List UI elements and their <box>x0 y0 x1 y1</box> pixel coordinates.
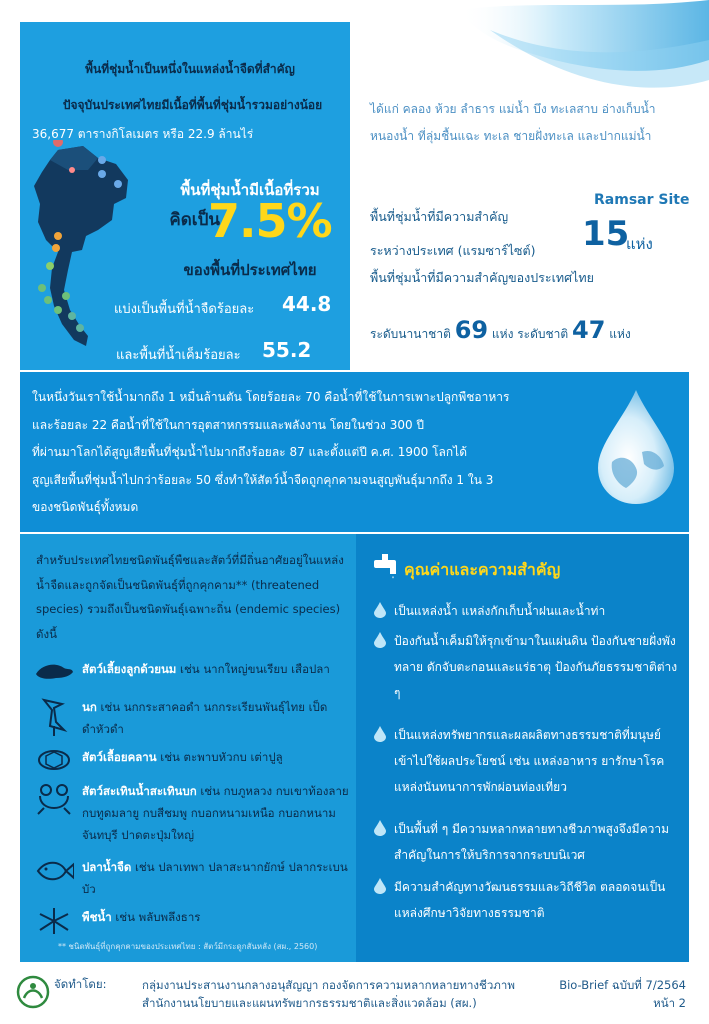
water-drop-icon <box>374 820 386 836</box>
species-category: สัตว์เลี้ยงลูกด้วยนม <box>82 662 177 676</box>
fish-icon <box>34 856 74 886</box>
org-line: กลุ่มงานประสานงานกลางอนุสัญญา กองจัดการความหลากหลายทางชีวภาพ <box>142 978 515 992</box>
water-drop-icon <box>374 726 386 742</box>
wetland-subheading: ปัจจุบันประเทศไทยมีเนื้อที่พื้นที่ชุ่มน้ำรวมอย่างน้อย <box>62 98 323 112</box>
total-line3: ของพื้นที่ประเทศไทย <box>183 261 317 279</box>
water-drop-icon <box>374 602 386 618</box>
water-splash-icon <box>380 0 709 100</box>
value-point <box>374 874 674 928</box>
value-point-text: เป็นพื้นที่ ๆ มีความหลากหลายทางชีวภาพสูงจึงมีความสำคัญในการให้บริการจากระบบนิเวศ <box>394 822 669 862</box>
value-point <box>374 598 674 628</box>
flower-icon <box>34 906 74 936</box>
species-intro: สำหรับประเทศไทยชนิดพันธุ์พืชและสัตว์ที่มีถิ่นอาศัยอยู่ในแหล่งน้ำจืดและถูกจัดเป็นชนิดพันธุ์ที่ถูกคุกคาม** (threatened species) รวมถึงเป็นชนิดพันธุ์เฉพาะถิ่น (endemic species) ดังนี้ <box>36 553 344 641</box>
water-use-line: ในหนึ่งวันเราใช้น้ำมากถึง 1 หมื่นล้านตัน โดยร้อยละ 70 คือน้ำที่ใช้ในการเพาะปลูกพืชอาหาร <box>32 390 510 404</box>
national-label: พื้นที่ชุ่มน้ำที่มีความสำคัญของประเทศไทย <box>370 270 594 285</box>
wetland-heading: พื้นที่ชุ่มน้ำเป็นหนึ่งในแหล่งน้ำจืดที่สำคัญ <box>85 62 295 76</box>
national-counts <box>370 316 631 344</box>
international-count: 69 <box>454 316 489 344</box>
saltwater-label: และพื้นที่น้ำเค็มร้อยละ <box>116 348 241 363</box>
footer-org <box>142 976 515 1012</box>
value-title: คุณค่าและความสำคัญ <box>404 560 561 579</box>
species-category: สัตว์สะเทินน้ำสะเทินบก <box>82 784 197 798</box>
species-examples: เช่น ตะพาบหัวกบ เต่าปูลู <box>156 750 283 764</box>
faucet-icon <box>372 552 404 582</box>
value-point <box>374 816 674 870</box>
turtle-icon <box>34 746 74 772</box>
value-point-text: เป็นแหล่งน้ำ แหล่งกักเก็บน้ำฝนและน้ำท่า <box>394 604 606 618</box>
species-item <box>20 658 350 684</box>
value-point <box>374 628 678 708</box>
species-category: นก <box>82 700 97 714</box>
national-prefix: ระดับนานาชาติ <box>370 327 451 341</box>
footer-brief <box>546 976 686 1012</box>
thailand-map-icon <box>28 140 148 360</box>
species-category: พืชน้ำ <box>82 910 112 924</box>
species-item <box>20 696 350 742</box>
value-point-text: ป้องกันน้ำเค็มมิให้รุกเข้ามาในแผ่นดิน ป้องกันชายฝั่งพังทลาย ดักจับตะกอนและแร่ธาตุ ป้องกันภัยธรรมชาติต่าง ๆ <box>394 634 678 700</box>
water-drop-icon <box>374 632 386 648</box>
species-category: ปลาน้ำจืด <box>82 860 132 874</box>
brief-issue: Bio-Brief ฉบับที่ 7/2564 <box>559 978 686 992</box>
species-examples: เช่น นากใหญ่ขนเรียบ เสือปลา <box>176 662 330 676</box>
total-prefix: คิดเป็น <box>169 210 220 230</box>
water-use-line: สูญเสียพื้นที่ชุ่มน้ำไปกว่าร้อยละ 50 ซึ่งทำให้สัตว์น้ำจืดถูกคุกคามจนสูญพันธุ์มากถึง 1 ใน 3 <box>32 472 494 487</box>
frog-icon <box>34 780 74 820</box>
wetland-area: 36,677 ตารางกิโลเมตร หรือ 22.9 ล้านไร่ <box>32 127 254 141</box>
water-use-line: และร้อยละ 22 คือน้ำที่ใช้ในการอุตสาหกรรมและพลังงาน โดยในช่วง 300 ปี <box>32 417 425 432</box>
species-examples: เช่น ปลาเทพา ปลาสะนากยักษ์ ปลากระเบนบัว <box>82 860 348 896</box>
value-point-text: มีความสำคัญทางวัฒนธรรมและวิถีชีวิต ตลอดจนเป็นแหล่งศึกษาวิจัยทางธรรมชาติ <box>394 880 666 920</box>
prepared-by-label: จัดทำโดย: <box>54 977 107 991</box>
species-footnote: ** ชนิดพันธุ์ที่ถูกคุกคามของประเทศไทย : สัตว์มีกระดูกสันหลัง (สผ., 2560) <box>58 942 318 951</box>
national-count: 47 <box>572 316 606 344</box>
org-line: สำนักงานนโยบายและแผนทรัพยากรธรรมชาติและสิ่งแวดล้อม (สผ.) <box>142 996 477 1010</box>
ramsar-label-line2: ระหว่างประเทศ (แรมซาร์ไซต์) <box>370 243 536 258</box>
national-suffix: แห่ง <box>609 327 631 341</box>
heron-icon <box>34 696 74 736</box>
ramsar-count: 15 <box>582 214 630 254</box>
saltwater-value: 55.2 <box>262 338 312 362</box>
water-drop-globe-icon <box>596 388 676 506</box>
onep-logo-icon <box>16 972 50 1012</box>
water-drop-icon <box>374 878 386 894</box>
ramsar-unit: แห่ง <box>626 235 653 253</box>
species-category: สัตว์เลื้อยคลาน <box>82 750 157 764</box>
wetland-types-text: ได้แก่ คลอง ห้วย ลำธาร แม่น้ำ บึง ทะเลสาบ อ่างเก็บน้ำ หนองน้ำ ที่ลุ่มชื้นแฉะ ทะเล ชายฝั่งทะเล และปากแม่น้ำ <box>370 102 656 143</box>
water-use-line: ของชนิดพันธุ์ทั้งหมด <box>32 500 139 514</box>
species-item <box>20 856 350 902</box>
otter-icon <box>34 658 74 682</box>
ramsar-label-line1: พื้นที่ชุ่มน้ำที่มีความสำคัญ <box>370 209 509 224</box>
freshwater-label: แบ่งเป็นพื้นที่น้ำจืดร้อยละ <box>114 302 255 317</box>
value-point <box>374 722 674 802</box>
species-examples: เช่น นกกระสาคอดำ นกกระเรียนพันธุ์ไทย เป็ดดำหัวดำ <box>82 700 328 736</box>
species-item <box>20 780 350 850</box>
national-mid: แห่ง ระดับชาติ <box>491 327 569 341</box>
freshwater-value: 44.8 <box>282 292 332 316</box>
species-examples: เช่น กบภูหลวง กบเขาท้องลาย กบทูดมลายู กบสีชมพู กบอกหนามเหนือ กบอกหนามจันทบุรี ปาดตะปุ่มใหญ่ <box>82 784 349 842</box>
species-examples: เช่น พลับพลึงธาร <box>111 910 201 924</box>
species-item <box>20 906 350 936</box>
page-number: หน้า 2 <box>653 996 686 1010</box>
value-point-text: เป็นแหล่งทรัพยากรและผลผลิตทางธรรมชาติที่มนุษย์เข้าไปใช้ผลประโยชน์ เช่น แหล่งอาหาร ยารักษาโรค แหล่งนันทนาการพักผ่อนท่องเที่ยว <box>394 728 665 794</box>
total-percent: 7.5% <box>208 194 332 248</box>
ramsar-label <box>370 200 580 268</box>
ramsar-title: Ramsar Site <box>594 192 690 208</box>
water-use-text <box>32 384 602 522</box>
total-line1: พื้นที่ชุ่มน้ำมีเนื้อที่รวม <box>180 181 320 199</box>
water-use-line: ที่ผ่านมาโลกได้สูญเสียพื้นที่ชุ่มน้ำไปมากถึงร้อยละ 87 และตั้งแต่ปี ค.ศ. 1900 โลกได้ <box>32 445 467 459</box>
species-item <box>20 746 350 772</box>
